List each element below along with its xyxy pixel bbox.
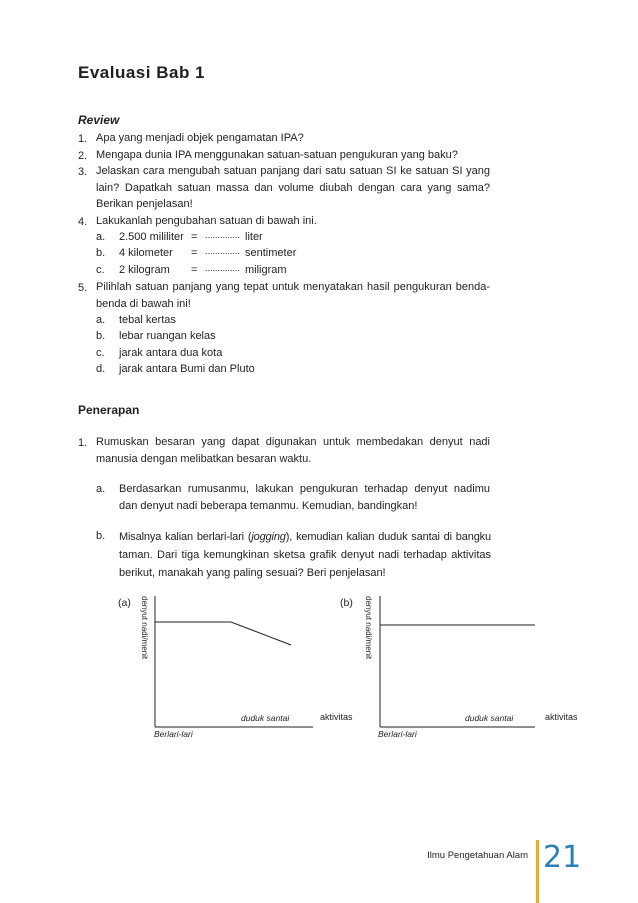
book-title: Ilmu Pengetahuan Alam — [427, 850, 528, 861]
question-number: 2. — [78, 150, 88, 162]
item-letter: a. — [96, 314, 106, 326]
review-heading: Review — [78, 113, 120, 127]
question-text: Lakukanlah pengubahan satuan di bawah ini. — [96, 215, 317, 227]
question-line: Pilihlah satuan panjang yang tepat untuk menyatakan hasil pengukuran benda- — [96, 281, 490, 293]
item-text: lebar ruangan kelas — [119, 330, 216, 342]
chapter-title: Evaluasi Bab 1 — [78, 63, 206, 82]
question-line: benda di bawah ini! — [96, 297, 191, 310]
question-line: Berikan penjelasan! — [96, 198, 193, 210]
question-line: berikut, manakah yang paling sesuai? Beri penjelasan! — [119, 567, 386, 579]
item-text: tebal kertas — [119, 314, 176, 326]
question-line: manusia dengan melibatkan besaran waktu. — [96, 452, 312, 465]
item-letter: d. — [96, 363, 106, 375]
conversion-unit: sentimeter — [245, 247, 297, 259]
question-number: 1. — [78, 437, 88, 449]
y-axis-label: denyut nadi/menit — [140, 596, 149, 660]
x-mid-label: duduk santai — [241, 713, 290, 723]
footer-divider — [536, 840, 539, 903]
item-letter: b. — [96, 530, 106, 542]
question-line: taman. Dari tiga kemungkinan sketsa grafik denyut nadi terhadap aktivitas — [119, 549, 491, 561]
line-text: ), kemudian kalian duduk santai di bangku — [285, 531, 491, 543]
question-text: Apa yang menjadi objek pengamatan IPA? — [96, 132, 304, 144]
conversion-value: 4 kilometer — [119, 247, 173, 259]
graph-label: (b) — [340, 597, 353, 609]
item-letter: c. — [96, 264, 105, 276]
conversion-value: 2.500 mililiter — [119, 231, 184, 243]
item-text: jarak antara dua kota — [119, 347, 223, 359]
answer-blank: .............. — [205, 230, 241, 240]
x-mid-label: duduk santai — [465, 713, 514, 723]
item-letter: c. — [96, 347, 105, 359]
line-text: Misalnya kalian berlari-lari ( — [119, 531, 252, 543]
item-letter: b. — [96, 247, 106, 259]
item-letter: b. — [96, 330, 106, 342]
conversion-unit: miligram — [245, 264, 287, 276]
question-number: 4. — [78, 216, 88, 228]
question-line: dan denyut nadi beberapa temanmu. Kemudian, bandingkan! — [119, 499, 418, 512]
x-start-label: Berlari-lari — [154, 729, 193, 739]
pulse-curve — [155, 622, 291, 645]
question-line: Rumuskan besaran yang dapat digunakan untuk membedakan denyut nadi — [96, 436, 490, 448]
graph-label: (a) — [118, 597, 131, 609]
item-letter: a. — [96, 231, 106, 243]
italic-term: jogging — [251, 531, 286, 543]
penerapan-heading: Penerapan — [78, 403, 140, 417]
question-text: Mengapa dunia IPA menggunakan satuan-satuan pengukuran yang baku? — [96, 149, 458, 161]
answer-blank: .............. — [205, 246, 241, 256]
equals-sign: = — [191, 247, 198, 259]
answer-blank: .............. — [205, 263, 241, 273]
conversion-value: 2 kilogram — [119, 264, 170, 276]
question-line: lain? Dapatkah satuan massa dan volume diubah dengan cara yang sama? — [96, 181, 490, 194]
question-line: Berdasarkan rumusanmu, lakukan pengukuran terhadap denyut nadimu — [119, 483, 490, 495]
equals-sign: = — [191, 264, 198, 276]
page-number: 21 — [543, 840, 582, 875]
equals-sign: = — [191, 231, 198, 243]
x-axis-label: aktivitas — [320, 712, 353, 722]
question-number: 3. — [78, 166, 88, 178]
item-letter: a. — [96, 483, 106, 495]
question-number: 5. — [78, 282, 88, 294]
y-axis-label: denyut nadi/menit — [364, 596, 373, 660]
conversion-unit: liter — [245, 231, 263, 243]
x-axis-label: aktivitas — [545, 712, 578, 722]
x-start-label: Berlari-lari — [378, 729, 417, 739]
graph-a — [155, 596, 313, 727]
graph-b — [380, 596, 535, 727]
question-line: Jelaskan cara mengubah satuan panjang dari satu satuan SI ke satuan SI yang — [96, 165, 490, 177]
item-text: jarak antara Bumi dan Pluto — [119, 363, 255, 375]
question-number: 1. — [78, 133, 88, 145]
